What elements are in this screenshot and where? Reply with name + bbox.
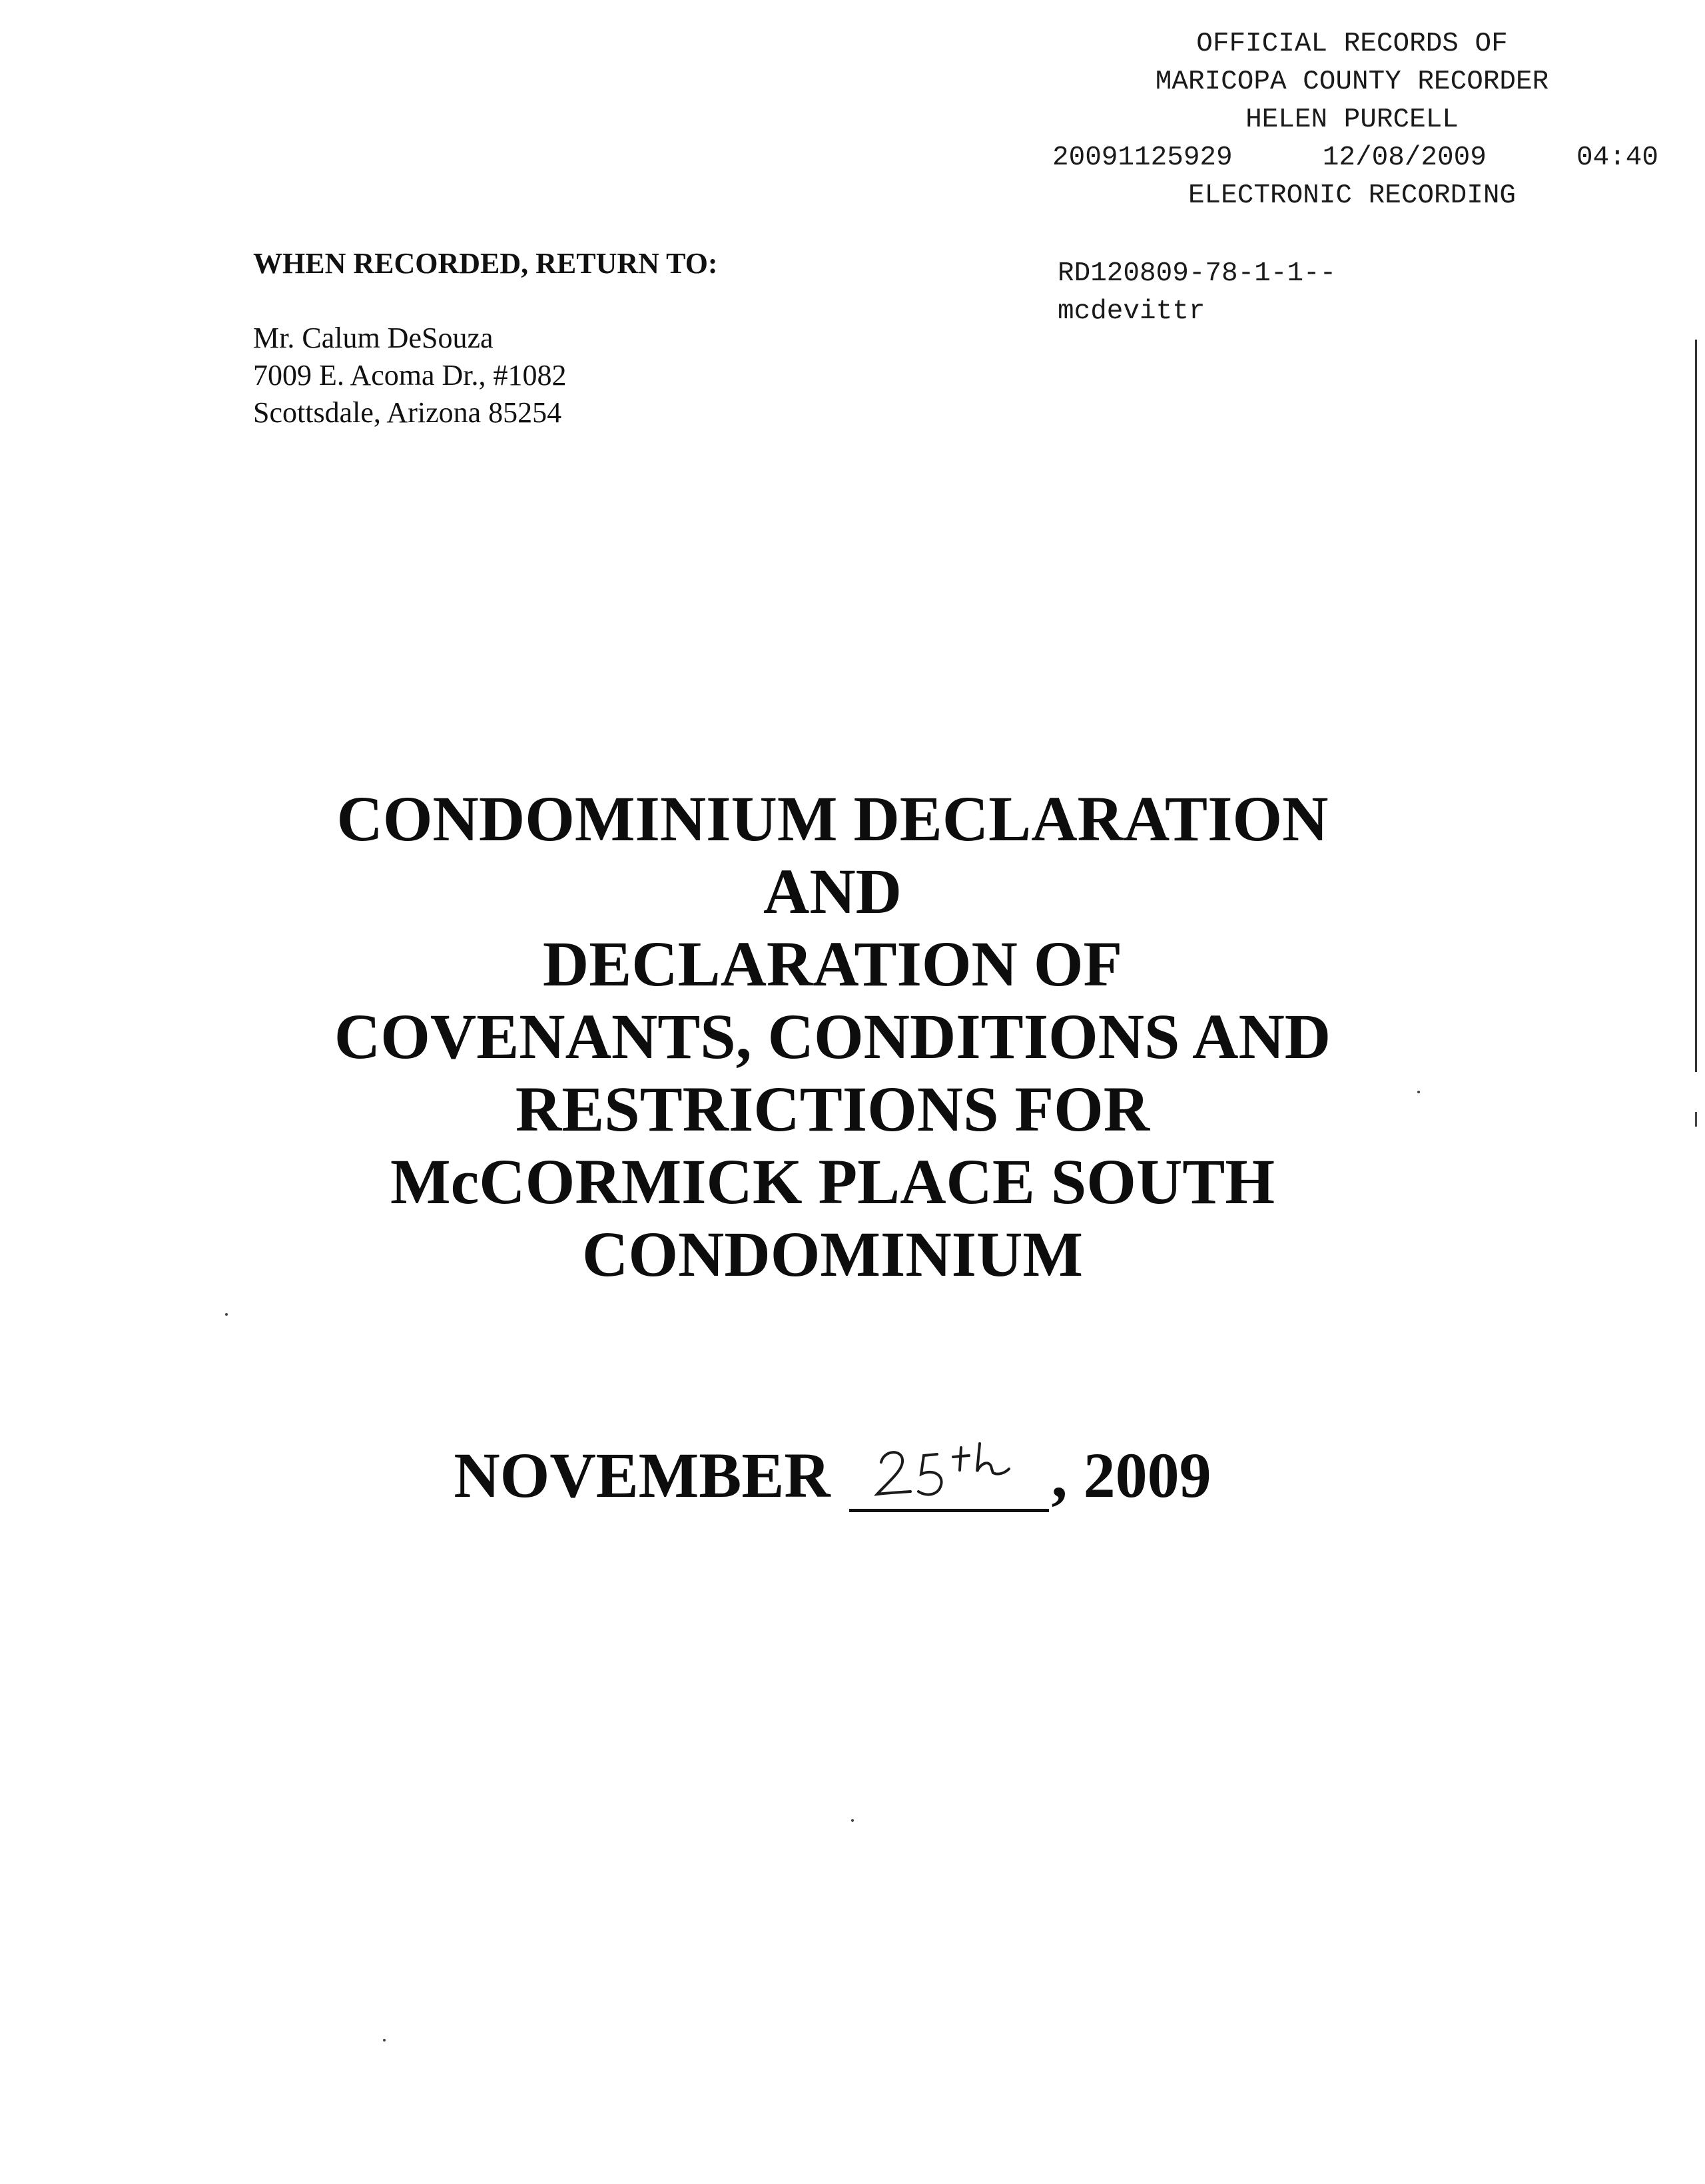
handwritten-day [849, 1442, 1049, 1512]
document-code [1058, 255, 1336, 331]
title-line-1: CONDOMINIUM DECLARATION [336, 783, 1329, 854]
title-line-5: RESTRICTIONS FOR [515, 1073, 1150, 1145]
record-number: 20091125929 [1052, 142, 1233, 173]
title-line-2: AND [763, 856, 902, 927]
scan-speck [225, 1313, 228, 1316]
return-street: 7009 E. Acoma Dr., #1082 [253, 359, 567, 392]
stamp-line-official: OFFICIAL RECORDS OF [1196, 29, 1508, 59]
stamp-line-electronic: ELECTRONIC RECORDING [1188, 180, 1517, 211]
recorder-stamp [1039, 25, 1665, 215]
date-month: NOVEMBER [454, 1440, 831, 1511]
title-line-6: McCORMICK PLACE SOUTH [390, 1146, 1275, 1217]
stamp-line-recorder: MARICOPA COUNTY RECORDER [1155, 67, 1549, 97]
title-line-3: DECLARATION OF [542, 928, 1123, 999]
return-name: Mr. Calum DeSouza [253, 322, 494, 354]
scan-speck [383, 2039, 386, 2042]
return-city: Scottsdale, Arizona 85254 [253, 396, 562, 429]
handwritten-day-signature [862, 1436, 1029, 1512]
title-line-4: COVENANTS, CONDITIONS AND [334, 1001, 1331, 1072]
record-time: 04:40 [1576, 142, 1658, 173]
scan-speck [851, 1819, 854, 1822]
return-to-heading: WHEN RECORDED, RETURN TO: [253, 247, 718, 280]
stamp-record-line [1039, 139, 1665, 177]
scan-edge-tick [1695, 1112, 1697, 1127]
scan-edge-line [1695, 340, 1697, 1072]
document-date [200, 1438, 1465, 1512]
document-title [200, 782, 1465, 1290]
return-address [253, 320, 567, 431]
document-code-id: RD120809-78-1-1-- [1058, 258, 1337, 289]
date-year: , 2009 [1051, 1440, 1211, 1511]
scan-speck [1417, 1091, 1420, 1093]
document-code-user: mcdevittr [1058, 296, 1205, 327]
title-line-7: CONDOMINIUM [582, 1219, 1083, 1290]
stamp-line-name: HELEN PURCELL [1245, 105, 1459, 135]
record-date: 12/08/2009 [1322, 142, 1487, 173]
